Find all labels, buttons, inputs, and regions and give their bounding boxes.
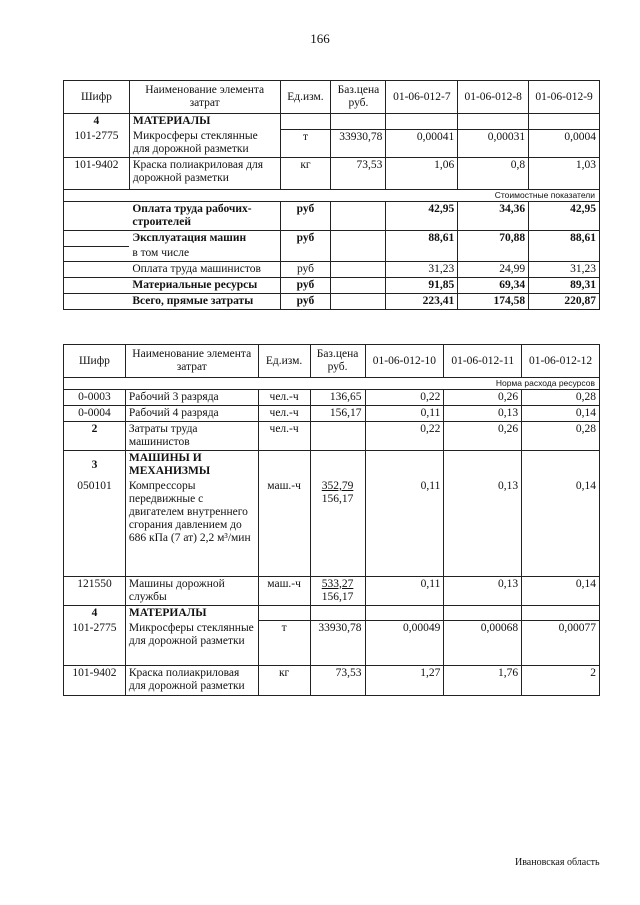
row-unit: кг [280,158,331,190]
row-value: 0,14 [522,479,600,576]
cost-row [64,278,600,294]
subheader-row [64,378,600,390]
cost-unit: руб [280,294,331,310]
cost-name: Оплата труда рабочих-строителей [129,202,280,231]
header-name: Наименование элемента затрат [129,81,280,114]
price-top: 533,27 [321,577,354,590]
table-row [64,479,600,576]
row-value: 0,00049 [365,621,444,666]
row-name: Компрессоры передвижные с двигателем внутреннего сгорания давлением до 686 кПа (7 ат) 2,2 м³/мин [125,479,258,576]
header-unit: Ед.изм. [280,81,331,114]
table-row [64,129,600,158]
header-code: Шифр [64,81,130,114]
row-name: Микросферы стеклянные для дорожной разметки [129,129,280,158]
row-unit: кг [258,666,310,696]
cost-row [64,231,600,247]
row-value: 0,28 [522,422,600,451]
row-value: 0,13 [444,576,522,605]
row-price [310,479,365,576]
section-title: МАТЕРИАЛЫ [129,114,280,130]
section-row [64,451,600,480]
cost-unit: руб [280,202,331,231]
footer-region: Ивановская область [515,857,600,868]
row-price [310,422,365,451]
table-row [64,158,600,190]
table-header-row [64,81,600,114]
row-unit: чел.-ч [258,406,310,422]
row-value: 0,14 [522,406,600,422]
norm-subheader: Норма расхода ресурсов [64,378,600,390]
row-value: 0,11 [365,479,444,576]
row-value: 0,00068 [444,621,522,666]
cost-name: Всего, прямые затраты [129,294,280,310]
price-bottom: 156,17 [321,493,354,505]
row-code: 101-9402 [64,666,126,696]
cost-name: Эксплуатация машин [129,231,280,247]
cost-name: Оплата труда машинистов [129,262,280,278]
row-unit: маш.-ч [258,479,310,576]
header-unit: Ед.изм. [258,345,310,378]
cost-value: 220,87 [529,294,600,310]
row-value: 1,27 [365,666,444,696]
row-unit: т [280,129,331,158]
header-col2: 01-06-012-11 [444,345,522,378]
header-col2: 01-06-012-8 [458,81,529,114]
page-number: 166 [310,31,330,46]
cost-value: 42,95 [386,202,458,231]
cost-value: 89,31 [529,278,600,294]
row-unit: т [258,621,310,666]
section-title: МАШИНЫ И МЕХАНИЗМЫ [125,451,258,480]
cost-row [64,262,600,278]
row-unit: чел.-ч [258,390,310,406]
table-row [64,576,600,605]
price-bottom: 156,17 [321,590,354,603]
table-row [64,422,600,451]
cost-value: 34,36 [458,202,529,231]
cost-name: Материальные ресурсы [129,278,280,294]
header-name: Наименование элемента затрат [125,345,258,378]
row-name: Краска полиакриловая для дорожной разметки [129,158,280,190]
header-col1: 01-06-012-10 [365,345,444,378]
section-row [64,114,600,130]
cost-unit: руб [280,231,331,247]
row-price: 156,17 [310,406,365,422]
row-code: 101-2775 [64,129,130,158]
row-name: Затраты труда машинистов [125,422,258,451]
subheader-row [64,190,600,202]
row-name: Рабочий 3 разряда [125,390,258,406]
row-value: 0,22 [365,390,444,406]
header-col3: 01-06-012-12 [522,345,600,378]
cost-value: 24,99 [458,262,529,278]
row-value: 0,28 [522,390,600,406]
row-unit: маш.-ч [258,576,310,605]
row-code: 0-0004 [64,406,126,422]
row-name: Рабочий 4 разряда [125,406,258,422]
cost-value: 69,34 [458,278,529,294]
header-col1: 01-06-012-7 [386,81,458,114]
cost-value: 88,61 [386,231,458,247]
price-top: 352,79 [321,480,354,492]
section-title: МАТЕРИАЛЫ [125,605,258,621]
cost-value: 31,23 [529,262,600,278]
resource-table-1 [63,80,600,310]
row-price [310,576,365,605]
resource-table-2 [63,344,600,696]
row-value: 0,0004 [529,129,600,158]
cost-unit: руб [280,262,331,278]
row-value: 0,26 [444,390,522,406]
row-price: 33930,78 [310,621,365,666]
row-value: 0,13 [444,406,522,422]
row-value: 0,00031 [458,129,529,158]
header-code: Шифр [64,345,126,378]
row-value: 0,8 [458,158,529,190]
cost-value: 174,58 [458,294,529,310]
row-value: 1,06 [386,158,458,190]
cost-row [64,202,600,231]
table-row [64,621,600,666]
row-name: Машины дорожной службы [125,576,258,605]
header-price: Баз.цена руб. [331,81,386,114]
row-code: 050101 [64,479,126,576]
row-price: 73,53 [310,666,365,696]
header-price: Баз.цена руб. [310,345,365,378]
row-value: 0,11 [365,576,444,605]
row-value: 0,22 [365,422,444,451]
cost-value: 223,41 [386,294,458,310]
cost-value: 91,85 [386,278,458,294]
cost-value: 70,88 [458,231,529,247]
row-price: 136,65 [310,390,365,406]
row-code: 2 [64,422,126,451]
row-value: 0,11 [365,406,444,422]
cost-unit: руб [280,278,331,294]
section-number: 4 [64,114,130,130]
table-row [64,390,600,406]
row-value: 0,00077 [522,621,600,666]
cost-value: 88,61 [529,231,600,247]
row-unit: чел.-ч [258,422,310,451]
row-code: 101-2775 [64,621,126,666]
row-name: Краска полиакриловая для дорожной разметки [125,666,258,696]
cost-value: 31,23 [386,262,458,278]
section-row [64,605,600,621]
row-value: 1,76 [444,666,522,696]
header-col3: 01-06-012-9 [529,81,600,114]
row-value: 0,26 [444,422,522,451]
row-name: Микросферы стеклянные для дорожной разметки [125,621,258,666]
cost-subheader: Стоимостные показатели [64,190,600,202]
row-value: 0,13 [444,479,522,576]
cost-value: 42,95 [529,202,600,231]
row-value: 0,14 [522,576,600,605]
table-header-row [64,345,600,378]
section-number: 3 [64,451,126,480]
row-value: 2 [522,666,600,696]
row-code: 121550 [64,576,126,605]
cost-row [64,246,600,262]
row-code: 101-9402 [64,158,130,190]
cost-row [64,294,600,310]
row-value: 1,03 [529,158,600,190]
row-price: 73,53 [331,158,386,190]
table-row [64,666,600,696]
row-value: 0,00041 [386,129,458,158]
row-price: 33930,78 [331,129,386,158]
cost-name: в том числе [129,246,280,262]
table-row [64,406,600,422]
section-number: 4 [64,605,126,621]
row-code: 0-0003 [64,390,126,406]
